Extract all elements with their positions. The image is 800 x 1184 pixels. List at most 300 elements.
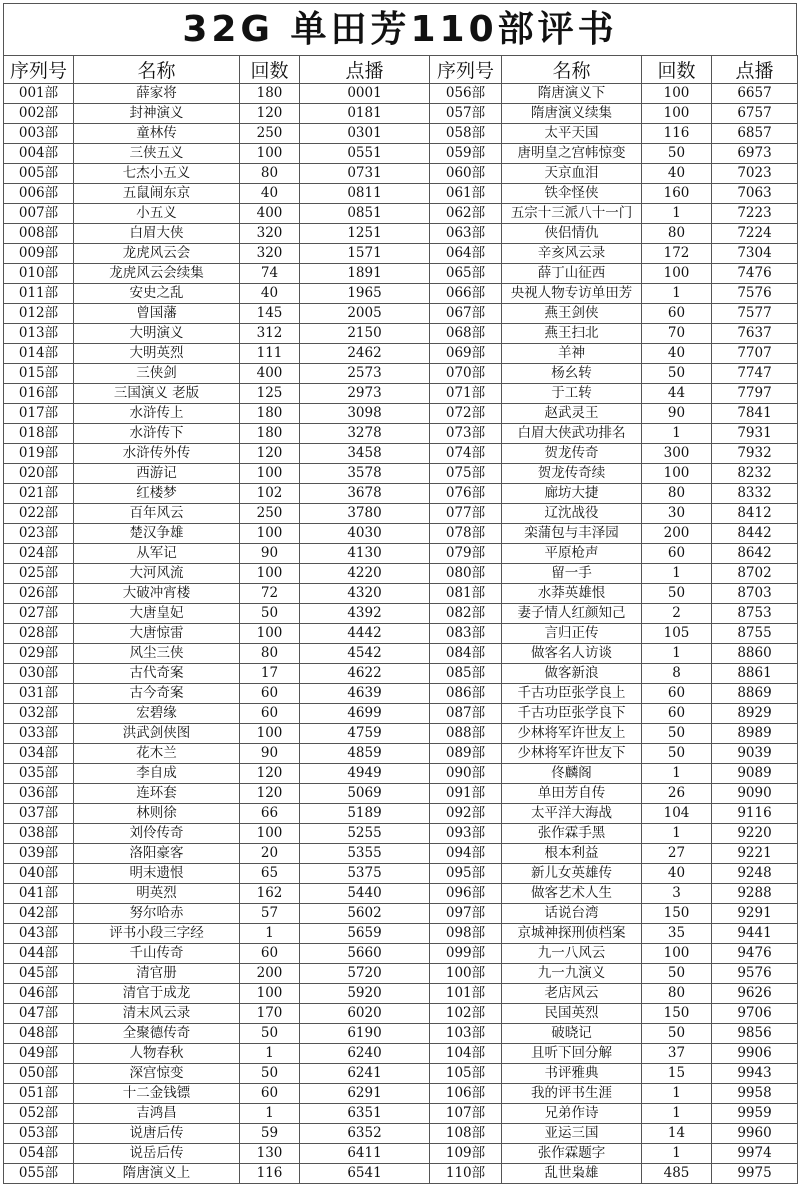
play-code-cell: 2150 bbox=[300, 324, 430, 344]
episodes-cell: 250 bbox=[240, 504, 300, 524]
episodes-cell: 1 bbox=[642, 424, 712, 444]
episodes-cell: 50 bbox=[642, 744, 712, 764]
name-cell: 大河风流 bbox=[74, 564, 240, 584]
episodes-cell: 170 bbox=[240, 1004, 300, 1024]
play-code-cell: 7637 bbox=[712, 324, 798, 344]
name-cell: 水浒传外传 bbox=[74, 444, 240, 464]
name-cell: 清官于成龙 bbox=[74, 984, 240, 1004]
play-code-cell: 8861 bbox=[712, 664, 798, 684]
name-cell: 洛阳豪客 bbox=[74, 844, 240, 864]
episodes-cell: 162 bbox=[240, 884, 300, 904]
serial-cell: 001部 bbox=[4, 84, 74, 104]
name-cell: 水莽英雄恨 bbox=[502, 584, 642, 604]
name-cell: 太平天国 bbox=[502, 124, 642, 144]
episodes-cell: 60 bbox=[240, 684, 300, 704]
play-code-cell: 9116 bbox=[712, 804, 798, 824]
name-cell: 古代奇案 bbox=[74, 664, 240, 684]
table-row bbox=[4, 184, 798, 204]
play-code-cell: 7023 bbox=[712, 164, 798, 184]
play-code-cell: 5255 bbox=[300, 824, 430, 844]
episodes-cell: 116 bbox=[642, 124, 712, 144]
name-cell: 隋唐演义上 bbox=[74, 1164, 240, 1184]
table-row bbox=[4, 824, 798, 844]
episodes-cell: 100 bbox=[642, 264, 712, 284]
episodes-cell: 150 bbox=[642, 904, 712, 924]
play-code-cell: 0811 bbox=[300, 184, 430, 204]
table-row bbox=[4, 624, 798, 644]
serial-cell: 097部 bbox=[430, 904, 502, 924]
name-cell: 清官册 bbox=[74, 964, 240, 984]
play-code-cell: 0731 bbox=[300, 164, 430, 184]
table-row bbox=[4, 704, 798, 724]
episodes-cell: 111 bbox=[240, 344, 300, 364]
name-cell: 从军记 bbox=[74, 544, 240, 564]
name-cell: 羊神 bbox=[502, 344, 642, 364]
episodes-cell: 120 bbox=[240, 764, 300, 784]
play-code-cell: 9089 bbox=[712, 764, 798, 784]
table-row bbox=[4, 584, 798, 604]
episodes-cell: 60 bbox=[642, 304, 712, 324]
play-code-cell: 4442 bbox=[300, 624, 430, 644]
serial-cell: 033部 bbox=[4, 724, 74, 744]
name-cell: 明英烈 bbox=[74, 884, 240, 904]
name-cell: 杨幺转 bbox=[502, 364, 642, 384]
name-cell: 少林将军许世友上 bbox=[502, 724, 642, 744]
episodes-cell: 1 bbox=[642, 764, 712, 784]
name-cell: 李自成 bbox=[74, 764, 240, 784]
play-code-cell: 7476 bbox=[712, 264, 798, 284]
table-row bbox=[4, 904, 798, 924]
serial-cell: 039部 bbox=[4, 844, 74, 864]
episodes-cell: 100 bbox=[642, 84, 712, 104]
table-row bbox=[4, 404, 798, 424]
episodes-cell: 14 bbox=[642, 1124, 712, 1144]
name-cell: 龙虎风云会 bbox=[74, 244, 240, 264]
name-cell: 明末遗恨 bbox=[74, 864, 240, 884]
table-row bbox=[4, 1024, 798, 1044]
serial-cell: 080部 bbox=[430, 564, 502, 584]
episodes-cell: 50 bbox=[240, 1024, 300, 1044]
serial-cell: 029部 bbox=[4, 644, 74, 664]
name-cell: 说岳后传 bbox=[74, 1144, 240, 1164]
episodes-cell: 40 bbox=[642, 344, 712, 364]
name-cell: 言归正传 bbox=[502, 624, 642, 644]
table-row bbox=[4, 524, 798, 544]
play-code-cell: 1891 bbox=[300, 264, 430, 284]
episodes-cell: 105 bbox=[642, 624, 712, 644]
episodes-cell: 15 bbox=[642, 1064, 712, 1084]
name-cell: 白眉大侠 bbox=[74, 224, 240, 244]
play-code-cell: 6411 bbox=[300, 1144, 430, 1164]
episodes-cell: 2 bbox=[642, 604, 712, 624]
episodes-cell: 50 bbox=[642, 144, 712, 164]
name-cell: 努尔哈赤 bbox=[74, 904, 240, 924]
play-code-cell: 9706 bbox=[712, 1004, 798, 1024]
table-row bbox=[4, 884, 798, 904]
name-cell: 评书小段三字经 bbox=[74, 924, 240, 944]
name-cell: 封神演义 bbox=[74, 104, 240, 124]
serial-cell: 004部 bbox=[4, 144, 74, 164]
episodes-cell: 66 bbox=[240, 804, 300, 824]
play-code-cell: 9943 bbox=[712, 1064, 798, 1084]
name-cell: 吉鸿昌 bbox=[74, 1104, 240, 1124]
play-code-cell: 9090 bbox=[712, 784, 798, 804]
header-serial: 序列号 bbox=[430, 56, 502, 84]
name-cell: 千山传奇 bbox=[74, 944, 240, 964]
play-code-cell: 8703 bbox=[712, 584, 798, 604]
name-cell: 我的评书生涯 bbox=[502, 1084, 642, 1104]
table-row bbox=[4, 504, 798, 524]
serial-cell: 016部 bbox=[4, 384, 74, 404]
serial-cell: 027部 bbox=[4, 604, 74, 624]
serial-cell: 092部 bbox=[430, 804, 502, 824]
play-code-cell: 9441 bbox=[712, 924, 798, 944]
serial-cell: 107部 bbox=[430, 1104, 502, 1124]
serial-cell: 099部 bbox=[430, 944, 502, 964]
name-cell: 新儿女英雄传 bbox=[502, 864, 642, 884]
table-row bbox=[4, 224, 798, 244]
serial-cell: 091部 bbox=[430, 784, 502, 804]
table-row bbox=[4, 324, 798, 344]
play-code-cell: 5659 bbox=[300, 924, 430, 944]
table-row bbox=[4, 264, 798, 284]
play-code-cell: 2973 bbox=[300, 384, 430, 404]
play-code-cell: 7931 bbox=[712, 424, 798, 444]
serial-cell: 065部 bbox=[430, 264, 502, 284]
name-cell: 张作霖手黑 bbox=[502, 824, 642, 844]
serial-cell: 050部 bbox=[4, 1064, 74, 1084]
name-cell: 少林将军许世友下 bbox=[502, 744, 642, 764]
serial-cell: 087部 bbox=[430, 704, 502, 724]
play-code-cell: 8755 bbox=[712, 624, 798, 644]
table-row bbox=[4, 124, 798, 144]
play-code-cell: 4130 bbox=[300, 544, 430, 564]
episodes-cell: 1 bbox=[642, 564, 712, 584]
episodes-cell: 180 bbox=[240, 404, 300, 424]
play-code-cell: 5720 bbox=[300, 964, 430, 984]
episodes-cell: 100 bbox=[642, 944, 712, 964]
table-row bbox=[4, 664, 798, 684]
play-code-cell: 8442 bbox=[712, 524, 798, 544]
serial-cell: 043部 bbox=[4, 924, 74, 944]
serial-cell: 020部 bbox=[4, 464, 74, 484]
episodes-cell: 1 bbox=[642, 824, 712, 844]
episodes-cell: 30 bbox=[642, 504, 712, 524]
serial-cell: 058部 bbox=[430, 124, 502, 144]
serial-cell: 056部 bbox=[430, 84, 502, 104]
episodes-cell: 40 bbox=[240, 184, 300, 204]
table-row bbox=[4, 764, 798, 784]
episodes-cell: 26 bbox=[642, 784, 712, 804]
serial-cell: 053部 bbox=[4, 1124, 74, 1144]
serial-cell: 072部 bbox=[430, 404, 502, 424]
play-code-cell: 8332 bbox=[712, 484, 798, 504]
play-code-cell: 7224 bbox=[712, 224, 798, 244]
serial-cell: 038部 bbox=[4, 824, 74, 844]
serial-cell: 037部 bbox=[4, 804, 74, 824]
serial-cell: 003部 bbox=[4, 124, 74, 144]
serial-cell: 089部 bbox=[430, 744, 502, 764]
episodes-cell: 172 bbox=[642, 244, 712, 264]
name-cell: 大明英烈 bbox=[74, 344, 240, 364]
header-name: 名称 bbox=[74, 56, 240, 84]
table-row bbox=[4, 1104, 798, 1124]
episodes-cell: 100 bbox=[240, 524, 300, 544]
header-play-code: 点播 bbox=[300, 56, 430, 84]
serial-cell: 008部 bbox=[4, 224, 74, 244]
name-cell: 全聚德传奇 bbox=[74, 1024, 240, 1044]
play-code-cell: 9221 bbox=[712, 844, 798, 864]
episodes-cell: 145 bbox=[240, 304, 300, 324]
name-cell: 人物春秋 bbox=[74, 1044, 240, 1064]
episodes-cell: 1 bbox=[642, 644, 712, 664]
episodes-cell: 20 bbox=[240, 844, 300, 864]
episodes-cell: 60 bbox=[240, 704, 300, 724]
play-code-cell: 5355 bbox=[300, 844, 430, 864]
table-row bbox=[4, 744, 798, 764]
serial-cell: 042部 bbox=[4, 904, 74, 924]
name-cell: 红楼梦 bbox=[74, 484, 240, 504]
episodes-cell: 400 bbox=[240, 364, 300, 384]
play-code-cell: 6857 bbox=[712, 124, 798, 144]
name-cell: 话说台湾 bbox=[502, 904, 642, 924]
episodes-cell: 90 bbox=[240, 744, 300, 764]
serial-cell: 088部 bbox=[430, 724, 502, 744]
serial-cell: 098部 bbox=[430, 924, 502, 944]
play-code-cell: 7576 bbox=[712, 284, 798, 304]
episodes-cell: 50 bbox=[240, 1064, 300, 1084]
episodes-cell: 65 bbox=[240, 864, 300, 884]
episodes-cell: 50 bbox=[642, 964, 712, 984]
name-cell: 西游记 bbox=[74, 464, 240, 484]
name-cell: 古今奇案 bbox=[74, 684, 240, 704]
episodes-cell: 400 bbox=[240, 204, 300, 224]
name-cell: 龙虎风云会续集 bbox=[74, 264, 240, 284]
serial-cell: 045部 bbox=[4, 964, 74, 984]
name-cell: 隋唐演义续集 bbox=[502, 104, 642, 124]
name-cell: 百年风云 bbox=[74, 504, 240, 524]
play-code-cell: 2462 bbox=[300, 344, 430, 364]
name-cell: 大唐惊雷 bbox=[74, 624, 240, 644]
name-cell: 连环套 bbox=[74, 784, 240, 804]
name-cell: 清末风云录 bbox=[74, 1004, 240, 1024]
name-cell: 薛丁山征西 bbox=[502, 264, 642, 284]
episodes-cell: 116 bbox=[240, 1164, 300, 1184]
table-row bbox=[4, 244, 798, 264]
episodes-cell: 90 bbox=[240, 544, 300, 564]
episodes-cell: 1 bbox=[240, 1044, 300, 1064]
episodes-cell: 120 bbox=[240, 104, 300, 124]
name-cell: 侠侣情仇 bbox=[502, 224, 642, 244]
catalog-sheet bbox=[3, 3, 797, 1181]
play-code-cell: 7841 bbox=[712, 404, 798, 424]
episodes-cell: 72 bbox=[240, 584, 300, 604]
play-code-cell: 4030 bbox=[300, 524, 430, 544]
serial-cell: 102部 bbox=[430, 1004, 502, 1024]
serial-cell: 019部 bbox=[4, 444, 74, 464]
serial-cell: 049部 bbox=[4, 1044, 74, 1064]
table-row bbox=[4, 964, 798, 984]
table-row bbox=[4, 424, 798, 444]
name-cell: 燕王扫北 bbox=[502, 324, 642, 344]
episodes-cell: 50 bbox=[642, 1024, 712, 1044]
name-cell: 隋唐演义下 bbox=[502, 84, 642, 104]
episodes-cell: 50 bbox=[642, 364, 712, 384]
episodes-cell: 100 bbox=[240, 564, 300, 584]
name-cell: 铁伞怪侠 bbox=[502, 184, 642, 204]
play-code-cell: 9576 bbox=[712, 964, 798, 984]
name-cell: 太平洋大海战 bbox=[502, 804, 642, 824]
episodes-cell: 57 bbox=[240, 904, 300, 924]
serial-cell: 024部 bbox=[4, 544, 74, 564]
table-row bbox=[4, 724, 798, 744]
episodes-cell: 200 bbox=[642, 524, 712, 544]
serial-cell: 036部 bbox=[4, 784, 74, 804]
episodes-cell: 180 bbox=[240, 84, 300, 104]
name-cell: 破晓记 bbox=[502, 1024, 642, 1044]
name-cell: 民国英烈 bbox=[502, 1004, 642, 1024]
play-code-cell: 3780 bbox=[300, 504, 430, 524]
play-code-cell: 4949 bbox=[300, 764, 430, 784]
table-row bbox=[4, 864, 798, 884]
serial-cell: 104部 bbox=[430, 1044, 502, 1064]
name-cell: 楚汉争雄 bbox=[74, 524, 240, 544]
serial-cell: 006部 bbox=[4, 184, 74, 204]
play-code-cell: 7063 bbox=[712, 184, 798, 204]
catalog-body bbox=[4, 84, 798, 1184]
serial-cell: 010部 bbox=[4, 264, 74, 284]
name-cell: 白眉大侠武功排名 bbox=[502, 424, 642, 444]
table-row bbox=[4, 1044, 798, 1064]
episodes-cell: 120 bbox=[240, 444, 300, 464]
episodes-cell: 1 bbox=[642, 1144, 712, 1164]
name-cell: 贺龙传奇 bbox=[502, 444, 642, 464]
play-code-cell: 0551 bbox=[300, 144, 430, 164]
serial-cell: 047部 bbox=[4, 1004, 74, 1024]
serial-cell: 075部 bbox=[430, 464, 502, 484]
episodes-cell: 80 bbox=[642, 484, 712, 504]
name-cell: 水浒传下 bbox=[74, 424, 240, 444]
episodes-cell: 320 bbox=[240, 244, 300, 264]
play-code-cell: 9906 bbox=[712, 1044, 798, 1064]
serial-cell: 090部 bbox=[430, 764, 502, 784]
play-code-cell: 6190 bbox=[300, 1024, 430, 1044]
table-row bbox=[4, 804, 798, 824]
name-cell: 风尘三侠 bbox=[74, 644, 240, 664]
episodes-cell: 37 bbox=[642, 1044, 712, 1064]
episodes-cell: 40 bbox=[642, 864, 712, 884]
name-cell: 林则徐 bbox=[74, 804, 240, 824]
episodes-cell: 59 bbox=[240, 1124, 300, 1144]
name-cell: 做客艺术人生 bbox=[502, 884, 642, 904]
name-cell: 三侠五义 bbox=[74, 144, 240, 164]
table-row bbox=[4, 384, 798, 404]
episodes-cell: 100 bbox=[240, 144, 300, 164]
serial-cell: 034部 bbox=[4, 744, 74, 764]
name-cell: 单田芳自传 bbox=[502, 784, 642, 804]
play-code-cell: 5920 bbox=[300, 984, 430, 1004]
name-cell: 深宫惊变 bbox=[74, 1064, 240, 1084]
table-row bbox=[4, 644, 798, 664]
play-code-cell: 5440 bbox=[300, 884, 430, 904]
serial-cell: 035部 bbox=[4, 764, 74, 784]
serial-cell: 052部 bbox=[4, 1104, 74, 1124]
episodes-cell: 130 bbox=[240, 1144, 300, 1164]
serial-cell: 062部 bbox=[430, 204, 502, 224]
name-cell: 妻子情人红颜知己 bbox=[502, 604, 642, 624]
name-cell: 乱世枭雄 bbox=[502, 1164, 642, 1184]
play-code-cell: 6973 bbox=[712, 144, 798, 164]
serial-cell: 084部 bbox=[430, 644, 502, 664]
serial-cell: 015部 bbox=[4, 364, 74, 384]
episodes-cell: 60 bbox=[240, 944, 300, 964]
serial-cell: 013部 bbox=[4, 324, 74, 344]
catalog-table bbox=[3, 55, 798, 1184]
play-code-cell: 3678 bbox=[300, 484, 430, 504]
play-code-cell: 9291 bbox=[712, 904, 798, 924]
play-code-cell: 0301 bbox=[300, 124, 430, 144]
play-code-cell: 8412 bbox=[712, 504, 798, 524]
serial-cell: 063部 bbox=[430, 224, 502, 244]
play-code-cell: 2005 bbox=[300, 304, 430, 324]
table-row bbox=[4, 304, 798, 324]
episodes-cell: 1 bbox=[642, 284, 712, 304]
header-play-code: 点播 bbox=[712, 56, 798, 84]
table-row bbox=[4, 844, 798, 864]
episodes-cell: 100 bbox=[240, 724, 300, 744]
serial-cell: 071部 bbox=[430, 384, 502, 404]
episodes-cell: 80 bbox=[240, 644, 300, 664]
episodes-cell: 70 bbox=[642, 324, 712, 344]
play-code-cell: 4759 bbox=[300, 724, 430, 744]
episodes-cell: 1 bbox=[642, 204, 712, 224]
table-row bbox=[4, 604, 798, 624]
table-row bbox=[4, 484, 798, 504]
serial-cell: 105部 bbox=[430, 1064, 502, 1084]
name-cell: 五宗十三派八十一门 bbox=[502, 204, 642, 224]
name-cell: 唐明皇之宫帏惊变 bbox=[502, 144, 642, 164]
name-cell: 五鼠闹东京 bbox=[74, 184, 240, 204]
name-cell: 于工转 bbox=[502, 384, 642, 404]
play-code-cell: 7707 bbox=[712, 344, 798, 364]
header-episodes: 回数 bbox=[240, 56, 300, 84]
episodes-cell: 100 bbox=[240, 824, 300, 844]
episodes-cell: 100 bbox=[240, 984, 300, 1004]
name-cell: 千古功臣张学良下 bbox=[502, 704, 642, 724]
play-code-cell: 8869 bbox=[712, 684, 798, 704]
serial-cell: 011部 bbox=[4, 284, 74, 304]
play-code-cell: 6351 bbox=[300, 1104, 430, 1124]
play-code-cell: 8702 bbox=[712, 564, 798, 584]
episodes-cell: 40 bbox=[642, 164, 712, 184]
play-code-cell: 9476 bbox=[712, 944, 798, 964]
header-episodes: 回数 bbox=[642, 56, 712, 84]
name-cell: 千古功臣张学良上 bbox=[502, 684, 642, 704]
table-row bbox=[4, 1084, 798, 1104]
episodes-cell: 60 bbox=[642, 684, 712, 704]
serial-cell: 066部 bbox=[430, 284, 502, 304]
serial-cell: 014部 bbox=[4, 344, 74, 364]
name-cell: 宏碧缘 bbox=[74, 704, 240, 724]
episodes-cell: 50 bbox=[642, 584, 712, 604]
play-code-cell: 6241 bbox=[300, 1064, 430, 1084]
episodes-cell: 3 bbox=[642, 884, 712, 904]
play-code-cell: 9248 bbox=[712, 864, 798, 884]
episodes-cell: 300 bbox=[642, 444, 712, 464]
serial-cell: 022部 bbox=[4, 504, 74, 524]
play-code-cell: 8642 bbox=[712, 544, 798, 564]
play-code-cell: 8989 bbox=[712, 724, 798, 744]
